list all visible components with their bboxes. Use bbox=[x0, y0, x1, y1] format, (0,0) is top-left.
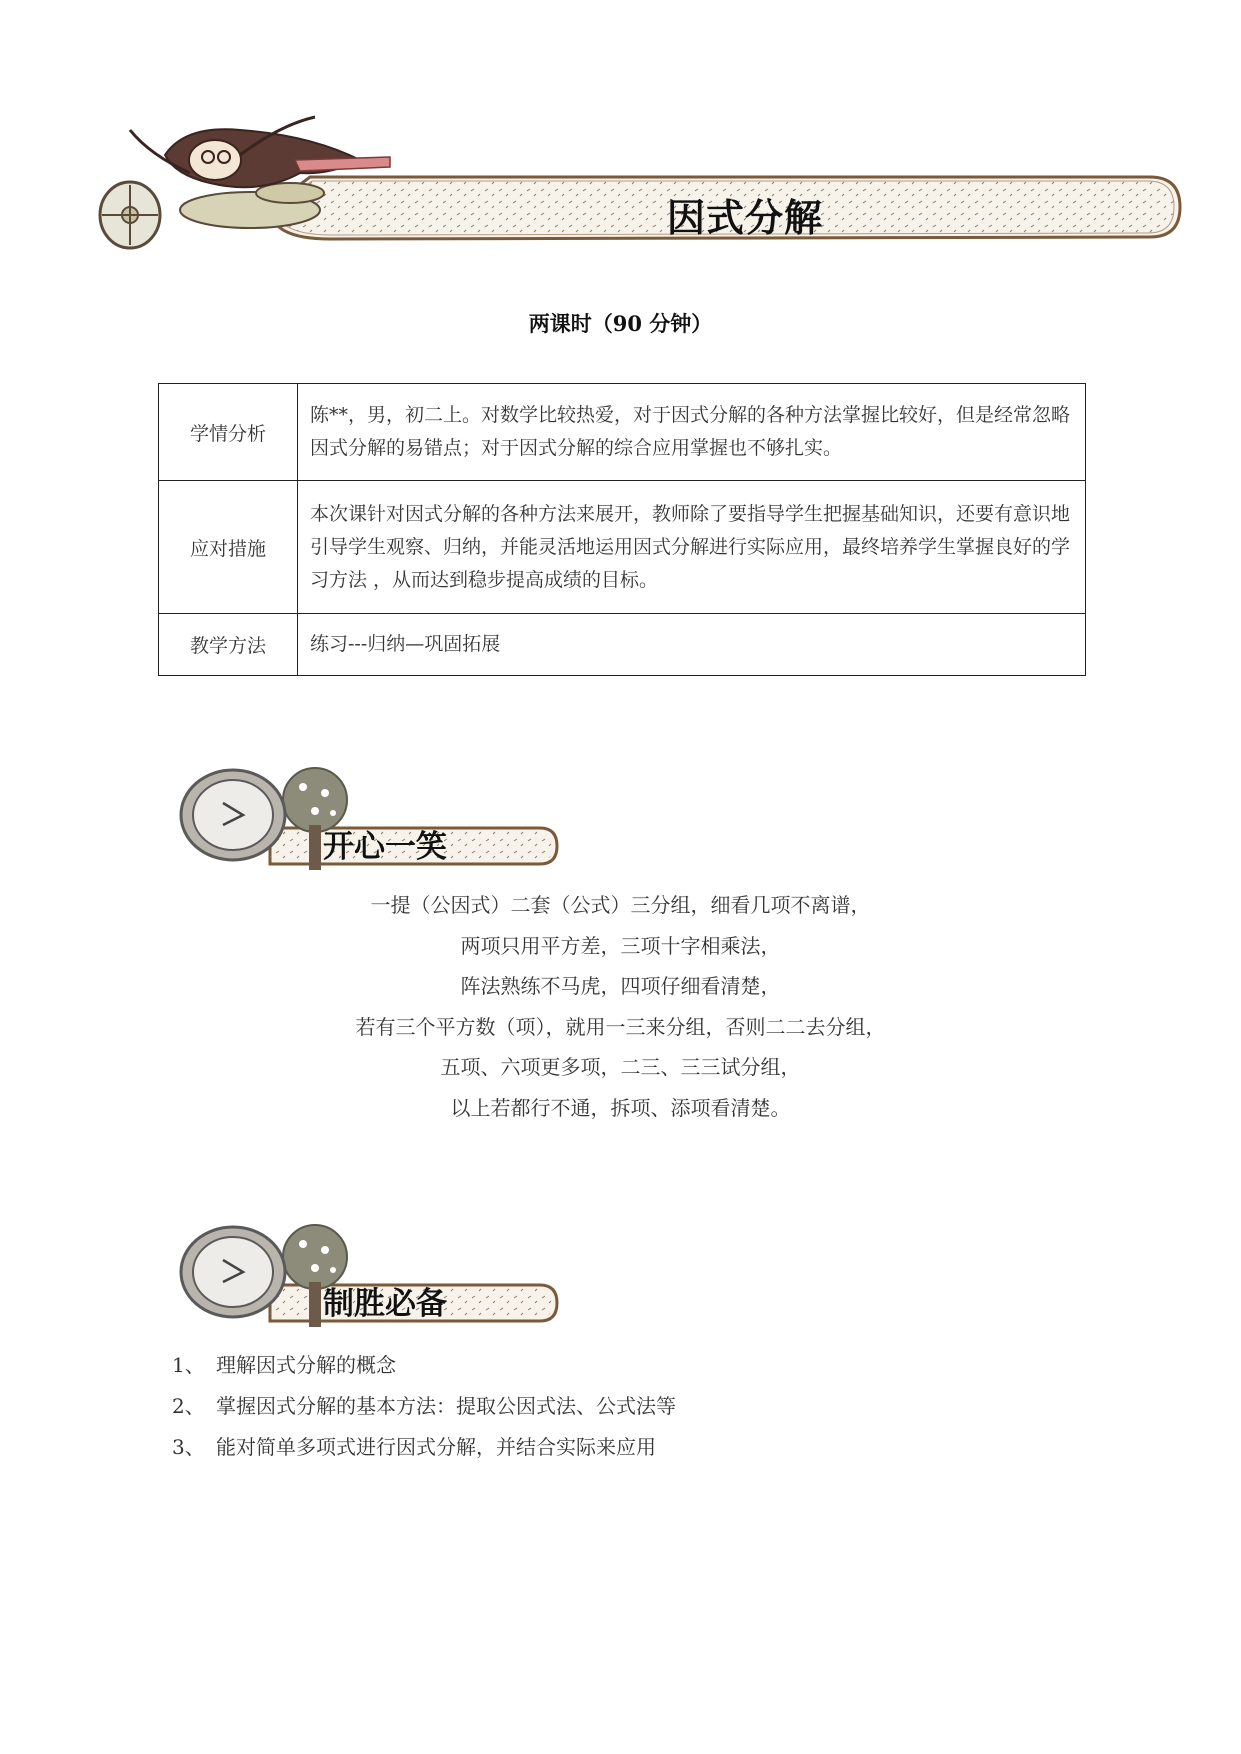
item-text: 能对简单多项式进行因式分解，并结合实际来应用 bbox=[216, 1435, 656, 1459]
row-label: 应对措施 bbox=[159, 481, 298, 614]
poem-line: 以上若都行不通，拆项、添项看清楚。 bbox=[450, 1095, 791, 1120]
list-item bbox=[172, 1427, 676, 1468]
poem-line: 两项只用平方差，三项十字相乘法， bbox=[460, 933, 781, 958]
poem-line: 阵法熟练不马虎，四项仔细看清楚， bbox=[460, 974, 781, 999]
row-content: 本次课针对因式分解的各种方法来展开，教师除了要指导学生把握基础知识，还要有意识地引导学生观察、归纳，并能灵活地运用因式分解进行实际应用，最终培养学生掌握良好的学习方法 ，从而达到稳步提高成绩的目标。 bbox=[298, 481, 1086, 614]
row-label: 教学方法 bbox=[159, 614, 298, 676]
item-number: 2、 bbox=[172, 1394, 205, 1418]
row-content: 练习---归纳—巩固拓展 bbox=[298, 614, 1086, 676]
poem bbox=[0, 885, 1241, 1129]
item-number: 3、 bbox=[172, 1435, 205, 1459]
lesson-duration: 两课时（90 分钟） bbox=[528, 311, 713, 336]
objective-list bbox=[172, 1345, 676, 1468]
section-title: 开心一笑 bbox=[323, 829, 447, 865]
poem-line: 若有三个平方数（项），就用一三来分组，否则二二去分组， bbox=[355, 1014, 886, 1039]
section-badge-goals bbox=[175, 1222, 565, 1352]
row-label: 学情分析 bbox=[159, 384, 298, 481]
list-item bbox=[172, 1386, 676, 1427]
table-row bbox=[159, 384, 1086, 481]
info-table bbox=[158, 383, 1086, 676]
table-row bbox=[159, 481, 1086, 614]
poem-line: 五项、六项更多项，二三、三三试分组， bbox=[440, 1055, 801, 1080]
list-item bbox=[172, 1345, 676, 1386]
item-text: 掌握因式分解的基本方法：提取公因式法、公式法等 bbox=[216, 1394, 676, 1418]
title-banner bbox=[90, 115, 1190, 265]
section-title: 制胜必备 bbox=[323, 1286, 447, 1322]
clock-icon bbox=[181, 1227, 285, 1317]
clock-icon bbox=[181, 770, 285, 860]
row-content: 陈**，男，初二上。对数学比较热爱，对于因式分解的各种方法掌握比较好，但是经常忽略因式分解的易错点；对于因式分解的综合应用掌握也不够扎实。 bbox=[298, 384, 1086, 481]
table-row bbox=[159, 614, 1086, 676]
item-number: 1、 bbox=[172, 1353, 205, 1377]
item-text: 理解因式分解的概念 bbox=[216, 1353, 396, 1377]
page-title: 因式分解 bbox=[666, 196, 823, 240]
poem-line: 一提（公因式）二套（公式）三分组，细看几项不离谱， bbox=[370, 893, 871, 917]
section-badge-fun bbox=[175, 765, 565, 895]
